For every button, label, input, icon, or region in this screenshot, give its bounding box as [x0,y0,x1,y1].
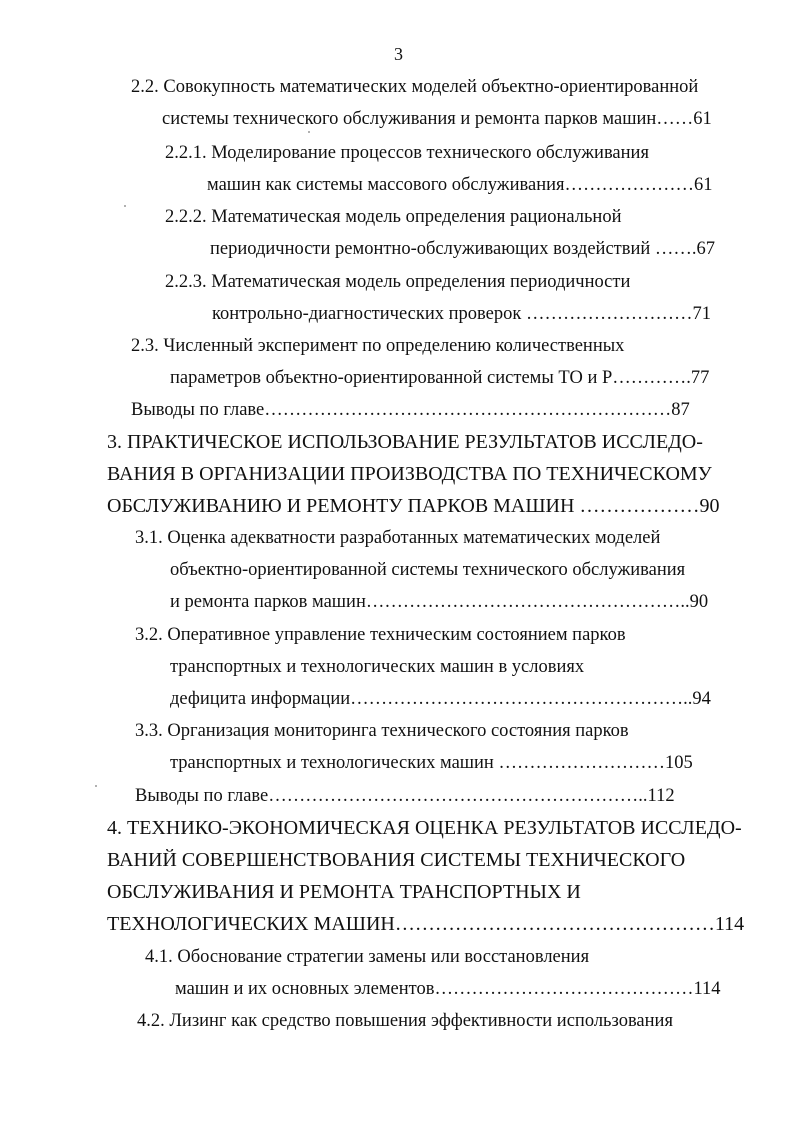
toc-3-2-title-3: дефицита информации………………………………………………..94 [170,689,711,709]
toc-2-2-title-cont: системы технического обслуживания и ремонта парков машин……61 [162,109,712,129]
toc-ch3-title-3: ОБСЛУЖИВАНИЮ И РЕМОНТУ ПАРКОВ МАШИН ………………90 [107,495,720,517]
toc-3-3-title: 3.3. Организация мониторинга технического состояния парков [135,721,629,741]
toc-2-2-3-title: 2.2.3. Математическая модель определения периодичности [165,272,631,292]
toc-3-1-title-3: и ремонта парков машин……………………………………………..90 [170,592,709,612]
toc-2-3-title: 2.3. Численный эксперимент по определению количественных [131,336,625,356]
page-number: 3 [394,44,403,64]
toc-ch4-title-4: ТЕХНОЛОГИЧЕСКИХ МАШИН…………………………………………114 [107,913,745,935]
toc-ch3-title: 3. ПРАКТИЧЕСКОЕ ИСПОЛЬЗОВАНИЕ РЕЗУЛЬТАТОВ ИССЛЕДО- [107,431,703,453]
toc-ch3-conclusions: Выводы по главе……………………………………………………..112 [135,786,675,806]
scan-speck [308,131,310,133]
toc-3-3-title-2: транспортных и технологических машин ………………………105 [170,753,693,773]
toc-2-2-3-title-cont: контрольно-диагностических проверок ………………………71 [212,304,711,324]
toc-2-2-title: 2.2. Совокупность математических моделей объектно-ориентированной [131,77,699,97]
toc-2-2-1-title: 2.2.1. Моделирование процессов технического обслуживания [165,143,649,163]
toc-2-2-1-title-cont: машин как системы массового обслуживания…………………61 [207,175,713,195]
toc-ch4-title: 4. ТЕХНИКО-ЭКОНОМИЧЕСКАЯ ОЦЕНКА РЕЗУЛЬТАТОВ ИССЛЕДО- [107,817,742,839]
toc-3-2-title: 3.2. Оперативное управление техническим состоянием парков [135,625,626,645]
toc-4-1-title: 4.1. Обоснование стратегии замены или восстановления [145,947,590,967]
scan-speck [124,205,126,207]
scan-speck [95,785,97,787]
toc-3-2-title-2: транспортных и технологических машин в условиях [170,657,585,677]
toc-4-1-title-2: машин и их основных элементов……………………………………114 [175,979,721,999]
toc-3-1-title-2: объектно-ориентированной системы технического обслуживания [170,560,686,580]
toc-3-1-title: 3.1. Оценка адекватности разработанных математических моделей [135,528,661,548]
toc-2-2-2-title: 2.2.2. Математическая модель определения рациональной [165,207,622,227]
toc-ch3-title-2: ВАНИЯ В ОРГАНИЗАЦИИ ПРОИЗВОДСТВА ПО ТЕХНИЧЕСКОМУ [107,463,712,485]
toc-2-2-2-title-cont: периодичности ремонтно-обслуживающих воздействий …….67 [210,239,716,259]
toc-ch4-title-3: ОБСЛУЖИВАНИЯ И РЕМОНТА ТРАНСПОРТНЫХ И [107,881,581,903]
toc-ch2-conclusions: Выводы по главе…………………………………………………………87 [131,400,690,420]
toc-2-3-title-cont: параметров объектно-ориентированной системы ТО и Р………….77 [170,368,710,388]
toc-4-2-title: 4.2. Лизинг как средство повышения эффективности использования [137,1011,673,1031]
toc-ch4-title-2: ВАНИЙ СОВЕРШЕНСТВОВАНИЯ СИСТЕМЫ ТЕХНИЧЕСКОГО [107,849,686,871]
